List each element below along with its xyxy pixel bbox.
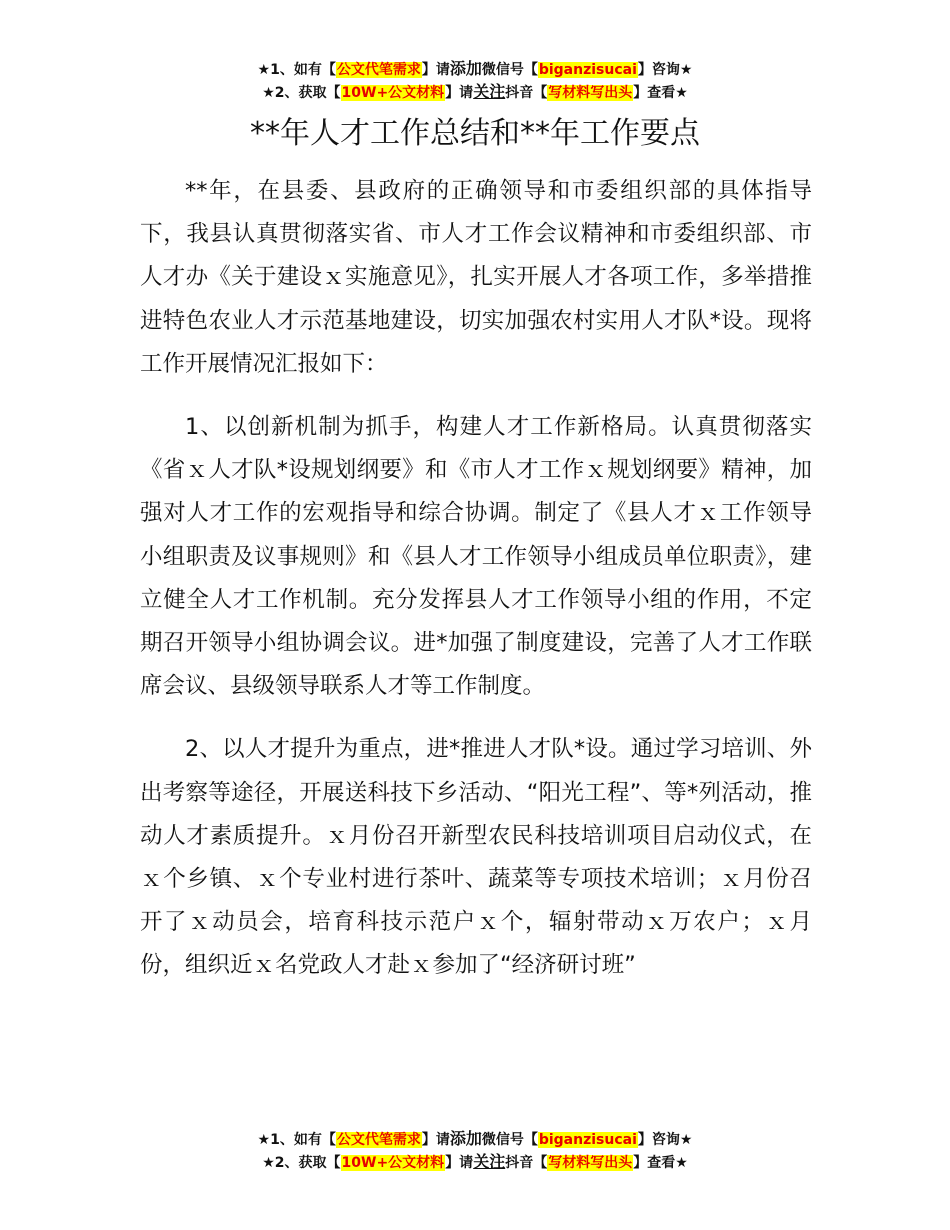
banner-text: 】咨询★ (637, 62, 693, 78)
banner-text: ★1、如有【 (257, 1132, 336, 1148)
highlight-ghostwriting: 公文代笔需求 (336, 62, 421, 78)
banner-text: 】请 (445, 1155, 474, 1171)
banner-emphasis-follow: 关注 (473, 1152, 506, 1171)
banner-text: ★2、获取【 (262, 85, 341, 101)
banner-text: 微信号【 (481, 1132, 538, 1148)
banner-emphasis-add: 添加 (449, 1129, 482, 1148)
banner-text: 抖音【 (505, 85, 548, 101)
banner-text: 】查看★ (633, 1155, 688, 1171)
highlight-wechat-id: biganzisucai (538, 1132, 637, 1148)
banner-emphasis-add: 添加 (449, 59, 482, 78)
banner-emphasis-follow: 关注 (473, 82, 506, 101)
document-title: **年人才工作总结和**年工作要点 (250, 116, 700, 151)
highlight-douyin-account: 写材料写出头 (548, 85, 633, 101)
paragraph-intro: **年，在县委、县政府的正确领导和市委组织部的具体指导下，我县认真贯彻落实省、市人才工作会议精神和市委组织部、市人才办《关于建设ｘ实施意见》，扎实开展人才各项工作，多举措推进特色农业人才示范基地建设，切实加强农村实用人才队*设。现将工作开展情况汇报如下： (140, 178, 812, 377)
highlight-douyin-account: 写材料写出头 (548, 1155, 633, 1171)
banner-line-1 (0, 1128, 950, 1151)
banner-text: 】查看★ (633, 85, 688, 101)
banner-text: 微信号【 (481, 62, 538, 78)
highlight-materials: 10W+公文材料 (341, 85, 445, 101)
banner-line-2 (0, 81, 950, 104)
banner-line-2 (0, 1151, 950, 1174)
paragraph-section-1: 1、以创新机制为抓手，构建人才工作新格局。认真贯彻落实《省ｘ人才队*设规划纲要》和《市人才工作ｘ规划纲要》精神，加强对人才工作的宏观指导和综合协调。制定了《县人才ｘ工作领导小组职责及议事规则》和《县人才工作领导小组成员单位职责》，建立健全人才工作机制。充分发挥县人才工作领导小组的作用，不定期召开领导小组协调会议。进*加强了制度建设，完善了人才工作联席会议、县级领导联系人才等工作制度。 (140, 414, 812, 700)
highlight-ghostwriting: 公文代笔需求 (336, 1132, 421, 1148)
highlight-wechat-id: biganzisucai (538, 62, 637, 78)
document-body (140, 170, 812, 1008)
bottom-banner (0, 1128, 950, 1174)
paragraph-section-2: 2、以人才提升为重点，进*推进人才队*设。通过学习培训、外出考察等途径，开展送科技下乡活动、“阳光工程”、等*列活动，推动人才素质提升。ｘ月份召开新型农民科技培训项目启动仪式，在ｘ个乡镇、ｘ个专业村进行茶叶、蔬菜等专项技术培训；ｘ月份召开了ｘ动员会，培育科技示范户ｘ个，辐射带动ｘ万农户；ｘ月份，组织近ｘ名党政人才赴ｘ参加了“经济研讨班” (140, 736, 812, 979)
banner-text: 抖音【 (505, 1155, 548, 1171)
banner-text: 】请 (445, 85, 474, 101)
highlight-materials: 10W+公文材料 (341, 1155, 445, 1171)
top-banner (0, 58, 950, 104)
banner-text: ★2、获取【 (262, 1155, 341, 1171)
banner-text: ★1、如有【 (257, 62, 336, 78)
banner-text: 】咨询★ (637, 1132, 693, 1148)
banner-text: 】请 (421, 62, 450, 78)
banner-text: 】请 (421, 1132, 450, 1148)
banner-line-1 (0, 58, 950, 81)
